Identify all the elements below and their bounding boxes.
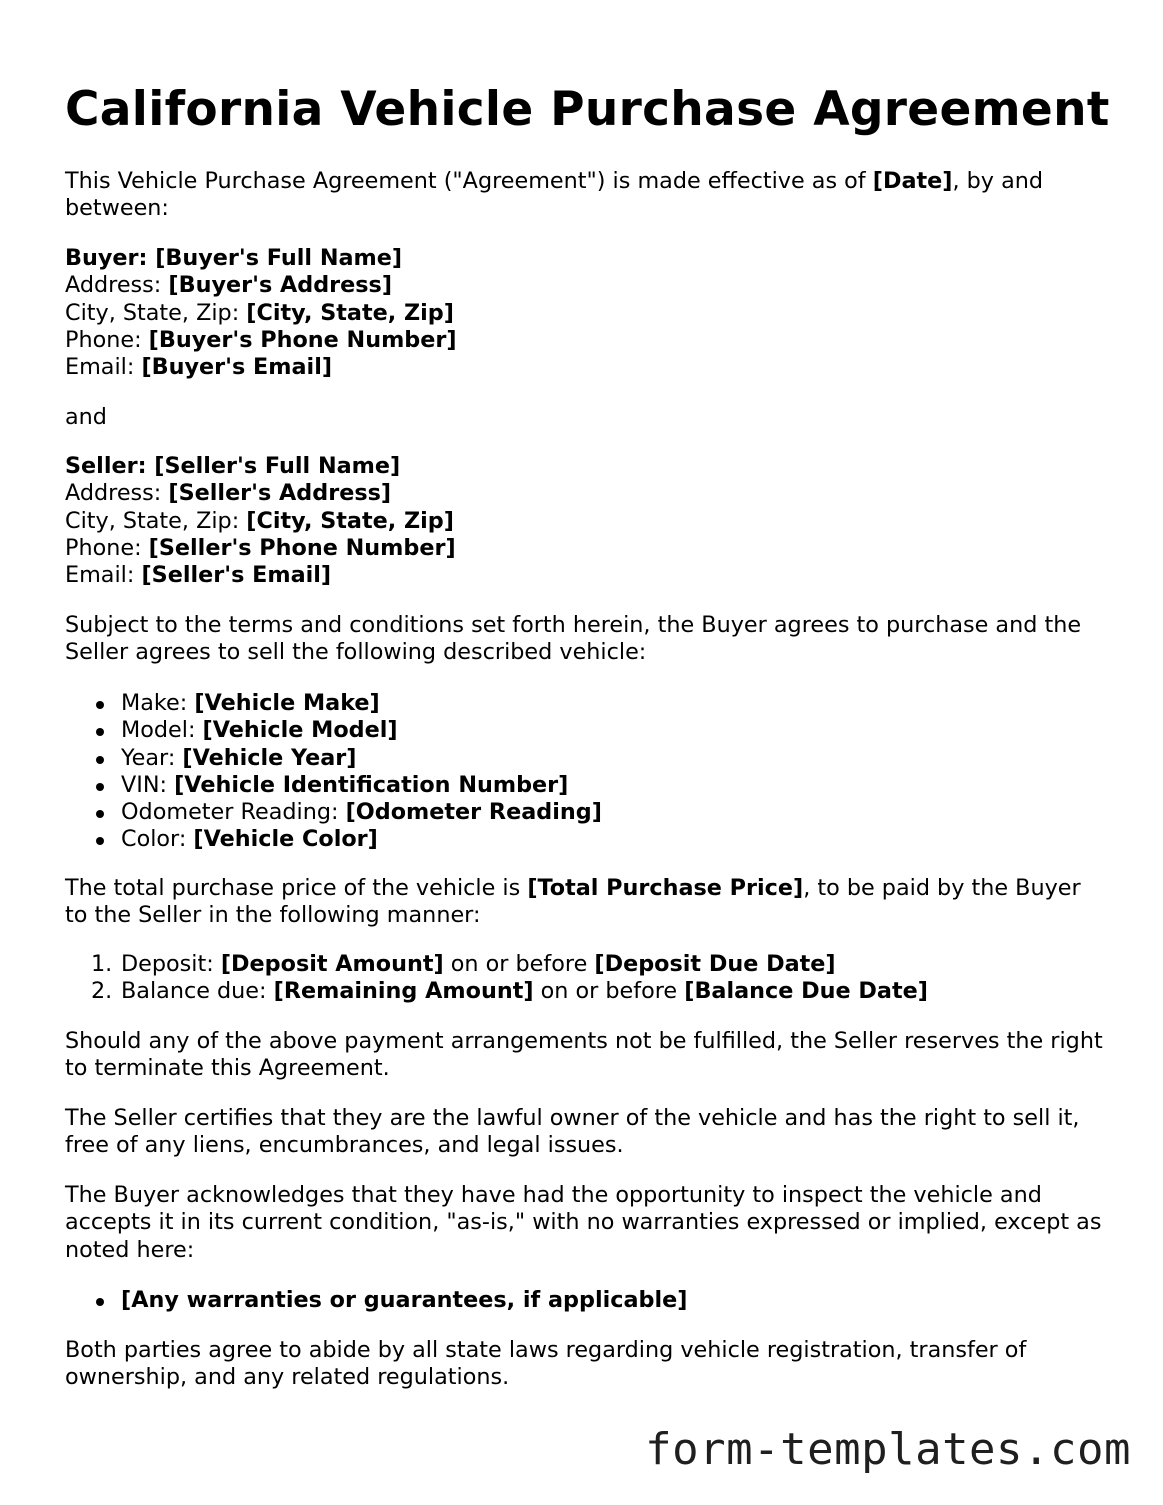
warranty-item: [Any warranties or guarantees, if applicable] xyxy=(121,1287,688,1313)
item-date: [Balance Due Date] xyxy=(684,978,928,1005)
item-value: [Vehicle Identification Number] xyxy=(174,771,569,798)
item-number: 1. xyxy=(91,951,113,977)
price-paragraph xyxy=(65,875,1105,930)
laws-paragraph: Both parties agree to abide by all state laws regarding vehicle registration, transfer of ownership, and any related regulations. xyxy=(65,1337,1027,1391)
item-value: [Vehicle Color] xyxy=(193,826,378,853)
intro-paragraph xyxy=(65,168,1105,223)
seller-city-label: City, State, Zip: xyxy=(65,507,247,534)
termination-paragraph: Should any of the above payment arrangements not be fulfilled, the Seller reserves the right to terminate this Agreement. xyxy=(65,1028,1103,1082)
item-amount: [Deposit Amount] xyxy=(220,951,444,977)
item-label: Balance due: xyxy=(121,978,274,1005)
item-value: [Vehicle Year] xyxy=(182,744,357,771)
intro-text-1: This Vehicle Purchase Agreement ("Agreement") is made effective as of xyxy=(65,168,873,194)
seller-email-label: Email: xyxy=(65,562,142,589)
buyer-phone-value: [Buyer's Phone Number] xyxy=(148,326,457,353)
list-item xyxy=(121,826,602,853)
item-number: 2. xyxy=(91,978,113,1005)
item-connector: on or before xyxy=(443,951,595,977)
seller-address-label: Address: xyxy=(65,480,169,507)
buyer-block xyxy=(65,245,1105,381)
buyer-email-value: [Buyer's Email] xyxy=(141,354,333,381)
buyer-heading: Buyer: [Buyer's Full Name] xyxy=(65,245,403,271)
vehicle-intro-paragraph: Subject to the terms and conditions set forth herein, the Buyer agrees to purchase and the Seller agrees to sell the following described vehicle: xyxy=(65,612,1082,666)
seller-heading: Seller: [Seller's Full Name] xyxy=(65,453,401,479)
seller-phone-label: Phone: xyxy=(65,534,149,561)
payment-schedule-list xyxy=(65,951,928,1006)
total-price-value: [Total Purchase Price] xyxy=(527,875,804,901)
seller-phone-value: [Seller's Phone Number] xyxy=(148,534,456,561)
item-label: Model: xyxy=(121,717,203,744)
price-text-1: The total purchase price of the vehicle is xyxy=(65,875,528,901)
list-item xyxy=(121,745,602,772)
buyer-phone-label: Phone: xyxy=(65,326,149,353)
intro-text-2: , by and between: xyxy=(65,168,1044,222)
item-label: Deposit: xyxy=(121,951,221,977)
item-value: [Vehicle Model] xyxy=(202,717,398,744)
item-label: Make: xyxy=(121,690,195,716)
item-label: VIN: xyxy=(121,771,175,798)
and-text: and xyxy=(65,404,107,430)
list-item xyxy=(121,772,602,799)
inspection-paragraph: The Buyer acknowledges that they have had the opportunity to inspect the vehicle and accepts it in its current condition, "as-is," with no warranties expressed or implied, except as noted here: xyxy=(65,1182,1102,1263)
item-label: Color: xyxy=(121,826,194,853)
seller-address-value: [Seller's Address] xyxy=(168,480,392,507)
watermark: form-templates.com xyxy=(645,1424,1131,1475)
buyer-city-label: City, State, Zip: xyxy=(65,299,247,326)
item-value: [Odometer Reading] xyxy=(345,799,602,826)
buyer-city-value: [City, State, Zip] xyxy=(246,299,454,326)
list-item xyxy=(121,690,602,717)
seller-email-value: [Seller's Email] xyxy=(141,562,332,589)
item-label: Odometer Reading: xyxy=(121,799,346,826)
seller-city-value: [City, State, Zip] xyxy=(246,507,454,534)
item-date: [Deposit Due Date] xyxy=(594,951,836,977)
buyer-email-label: Email: xyxy=(65,354,142,381)
page-title: California Vehicle Purchase Agreement xyxy=(65,82,1110,137)
list-item xyxy=(121,1287,687,1314)
buyer-address-value: [Buyer's Address] xyxy=(168,272,393,299)
item-connector: on or before xyxy=(533,978,685,1005)
warranty-list xyxy=(65,1287,687,1314)
item-label: Year: xyxy=(121,744,183,771)
ownership-paragraph: The Seller certifies that they are the lawful owner of the vehicle and has the right to sell it, free of any liens, encumbrances, and legal issues. xyxy=(65,1105,1080,1159)
list-item xyxy=(91,951,928,978)
list-item xyxy=(121,799,602,826)
list-item xyxy=(91,978,928,1005)
price-text-2: , to be paid by the Buyer to the Seller in the following manner: xyxy=(65,875,1081,929)
item-amount: [Remaining Amount] xyxy=(273,978,534,1005)
list-item xyxy=(121,717,602,744)
item-value: [Vehicle Make] xyxy=(194,690,380,716)
agreement-date: [Date] xyxy=(872,168,953,194)
vehicle-details-list xyxy=(65,690,602,854)
buyer-address-label: Address: xyxy=(65,272,169,299)
seller-block xyxy=(65,453,1105,589)
